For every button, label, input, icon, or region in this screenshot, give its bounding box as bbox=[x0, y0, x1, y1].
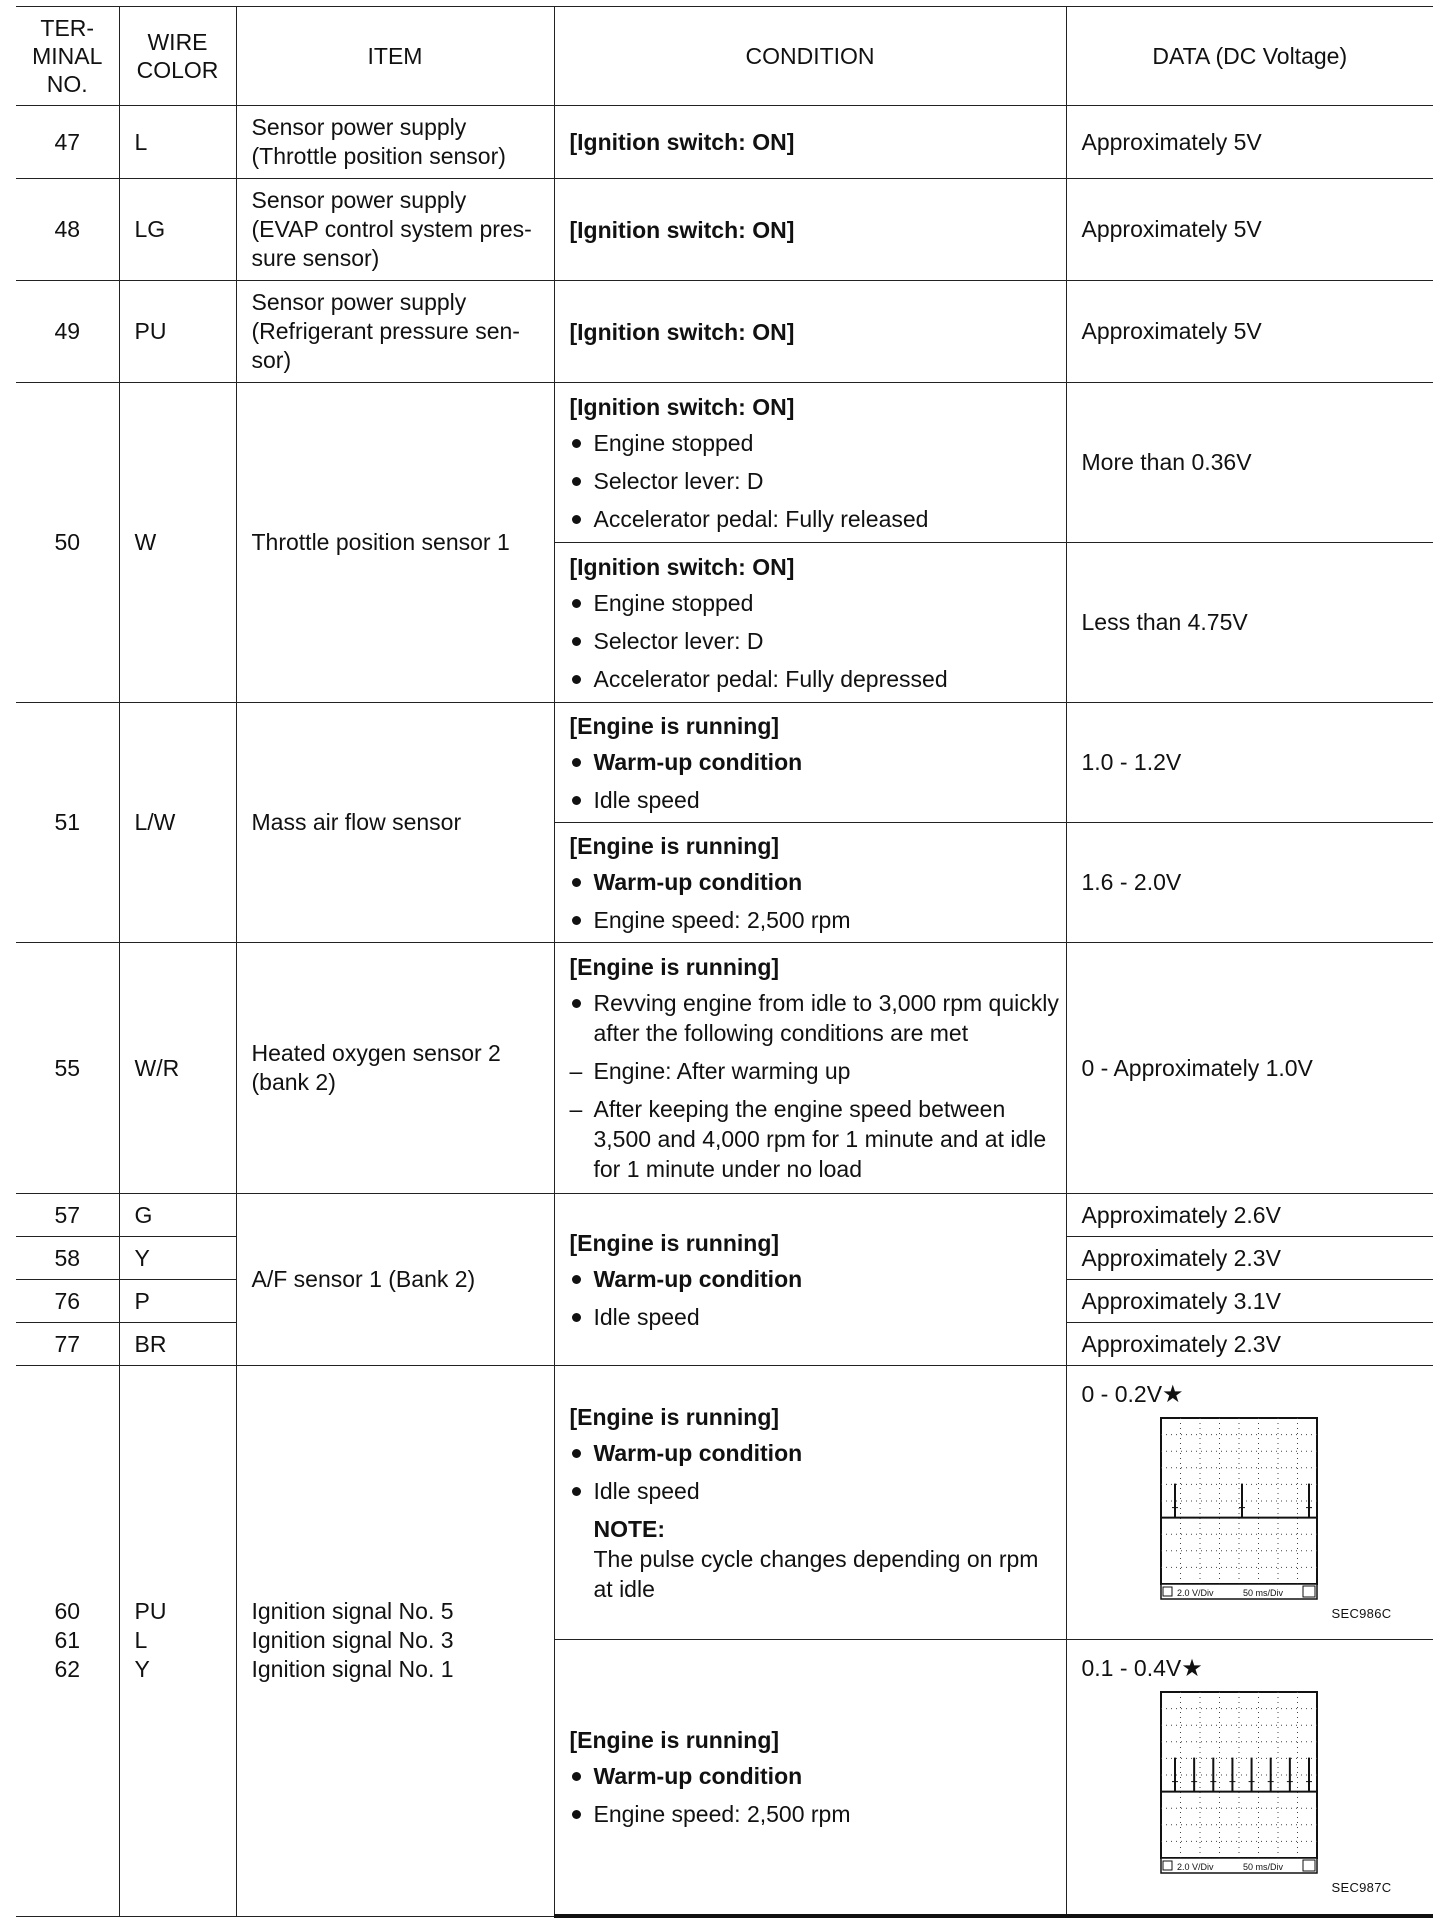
wire-line: Y bbox=[134, 1656, 150, 1683]
condition-header: [Ignition switch: ON] bbox=[569, 393, 795, 420]
ecm-terminal-table bbox=[16, 6, 1433, 1918]
table-row bbox=[16, 179, 1433, 281]
scope-tdiv-label: 50 ms/Div bbox=[1242, 1588, 1283, 1598]
header-terminal-line: NO. bbox=[46, 71, 88, 97]
data-value bbox=[1082, 1654, 1203, 1683]
header-wire-line: COLOR bbox=[136, 57, 219, 83]
condition-cell bbox=[554, 1194, 1066, 1366]
terminal-line: 62 bbox=[54, 1656, 81, 1683]
wire-color: W/R bbox=[119, 943, 236, 1194]
data-value: Less than 4.75V bbox=[1066, 543, 1433, 703]
scope-vdiv-label: 2.0 V/Div bbox=[1176, 1862, 1214, 1872]
item-cell bbox=[236, 281, 554, 383]
item-line: Ignition signal No. 3 bbox=[251, 1627, 454, 1654]
condition-header: [Engine is running] bbox=[569, 832, 780, 859]
list-item: Warm-up condition bbox=[570, 1264, 1060, 1294]
condition-list bbox=[570, 588, 1060, 694]
item-line: (bank 2) bbox=[251, 1069, 336, 1095]
list-item: Engine stopped bbox=[570, 428, 1060, 458]
terminal-number: 58 bbox=[16, 1237, 119, 1280]
item-line: Sensor power supply bbox=[251, 289, 467, 315]
terminal-number: 77 bbox=[16, 1323, 119, 1366]
wire-color: L/W bbox=[119, 703, 236, 943]
data-value: Approximately 5V bbox=[1066, 281, 1433, 383]
condition-cell bbox=[554, 1640, 1066, 1917]
item-line: Ignition signal No. 1 bbox=[251, 1656, 454, 1683]
wire-color: Y bbox=[119, 1237, 236, 1280]
item-line: Sensor power supply bbox=[251, 187, 467, 213]
scope-frame bbox=[1161, 1692, 1317, 1858]
list-item: Warm-up condition bbox=[570, 747, 1060, 777]
table-row bbox=[16, 943, 1433, 1194]
scope-marker-icon bbox=[1163, 1861, 1172, 1870]
table-row bbox=[16, 1366, 1433, 1640]
item-cell bbox=[236, 1366, 554, 1917]
item-cell: Mass air flow sensor bbox=[236, 703, 554, 943]
header-data: DATA (DC Voltage) bbox=[1066, 7, 1433, 106]
condition-list bbox=[570, 1438, 1060, 1604]
scope-tdiv-label: 50 ms/Div bbox=[1242, 1862, 1283, 1872]
list-item: Engine speed: 2,500 rpm bbox=[570, 905, 1060, 935]
waveform-cell bbox=[1066, 1640, 1433, 1917]
table-row bbox=[16, 383, 1433, 543]
table-row bbox=[16, 281, 1433, 383]
condition-header: [Engine is running] bbox=[569, 1229, 780, 1256]
list-item: Idle speed bbox=[570, 1476, 1060, 1506]
terminal-number: 49 bbox=[16, 281, 119, 383]
header-item: ITEM bbox=[236, 7, 554, 106]
item-cell: A/F sensor 1 (Bank 2) bbox=[236, 1194, 554, 1366]
waveform-wrap bbox=[1067, 1366, 1434, 1639]
condition-header: [Ignition switch: ON] bbox=[569, 553, 795, 580]
terminal-line: 61 bbox=[54, 1627, 81, 1654]
list-item: Engine stopped bbox=[570, 588, 1060, 618]
item-line: Sensor power supply bbox=[251, 114, 467, 140]
waveform-wrap bbox=[1067, 1640, 1434, 1914]
list-item: Warm-up condition bbox=[570, 867, 1060, 897]
oscilloscope-waveform bbox=[1159, 1416, 1319, 1601]
wire-color: P bbox=[119, 1280, 236, 1323]
condition-cell bbox=[554, 383, 1066, 543]
terminal-number bbox=[16, 1366, 119, 1917]
header-wire-color bbox=[119, 7, 236, 106]
data-value: 0 - Approximately 1.0V bbox=[1066, 943, 1433, 1194]
wire-color: LG bbox=[119, 179, 236, 281]
condition-cell bbox=[554, 1366, 1066, 1640]
note-label: NOTE: bbox=[593, 1515, 666, 1542]
header-wire-line: WIRE bbox=[147, 29, 208, 55]
condition-list bbox=[570, 428, 1060, 534]
condition-cell: [Ignition switch: ON] bbox=[554, 106, 1066, 179]
terminal-number: 57 bbox=[16, 1194, 119, 1237]
wire-color: G bbox=[119, 1194, 236, 1237]
data-value: Approximately 5V bbox=[1066, 179, 1433, 281]
item-cell bbox=[236, 943, 554, 1194]
header-terminal bbox=[16, 7, 119, 106]
scope-end-box bbox=[1303, 1586, 1315, 1597]
list-item: Warm-up condition bbox=[570, 1438, 1060, 1468]
item-line: Ignition signal No. 5 bbox=[251, 1598, 454, 1625]
data-value: More than 0.36V bbox=[1066, 383, 1433, 543]
item-cell: Throttle position sensor 1 bbox=[236, 383, 554, 703]
data-value: Approximately 2.3V bbox=[1066, 1323, 1433, 1366]
terminal-number: 55 bbox=[16, 943, 119, 1194]
oscilloscope-waveform bbox=[1159, 1690, 1319, 1875]
list-item: Idle speed bbox=[570, 1302, 1060, 1332]
data-value: Approximately 5V bbox=[1066, 106, 1433, 179]
note-text: The pulse cycle changes depending on rpm at idle bbox=[593, 1545, 1039, 1602]
star-icon: ★ bbox=[1181, 1655, 1203, 1682]
list-item: Selector lever: D bbox=[570, 626, 1060, 656]
data-value: Approximately 2.6V bbox=[1066, 1194, 1433, 1237]
list-item: Engine speed: 2,500 rpm bbox=[570, 1799, 1060, 1829]
wire-line: L bbox=[134, 1627, 148, 1654]
list-item: – Engine: After warming up bbox=[570, 1056, 1060, 1086]
list-item: Warm-up condition bbox=[570, 1761, 1060, 1791]
figure-id: SEC987C bbox=[1331, 1880, 1392, 1895]
condition-header: [Engine is running] bbox=[569, 1403, 780, 1430]
wire-color: W bbox=[119, 383, 236, 703]
wire-line: PU bbox=[134, 1598, 167, 1625]
item-line: Heated oxygen sensor 2 bbox=[251, 1040, 501, 1066]
list-item: Revving engine from idle to 3,000 rpm quickly after the following conditions are met bbox=[570, 988, 1060, 1048]
condition-header: [Engine is running] bbox=[569, 1727, 780, 1753]
data-value: 1.6 - 2.0V bbox=[1066, 823, 1433, 943]
condition-list bbox=[570, 1761, 1060, 1829]
item-line: sor) bbox=[251, 347, 292, 373]
star-icon: ★ bbox=[1162, 1381, 1184, 1408]
condition-cell bbox=[554, 823, 1066, 943]
wire-color: PU bbox=[119, 281, 236, 383]
scope-end-box bbox=[1303, 1860, 1315, 1871]
table-header-row bbox=[16, 7, 1433, 106]
condition-cell: [Ignition switch: ON] bbox=[554, 179, 1066, 281]
table-row bbox=[16, 703, 1433, 823]
item-cell bbox=[236, 179, 554, 281]
condition-list bbox=[570, 988, 1060, 1184]
terminal-number: 47 bbox=[16, 106, 119, 179]
data-value: Approximately 2.3V bbox=[1066, 1237, 1433, 1280]
terminal-line: 60 bbox=[54, 1598, 81, 1625]
list-item: Accelerator pedal: Fully released bbox=[570, 504, 1060, 534]
wire-color: L bbox=[119, 106, 236, 179]
list-item: – After keeping the engine speed between 3,500 and 4,000 rpm for 1 minute and at idle for 1 minute under no load bbox=[570, 1094, 1060, 1184]
item-line: sure sensor) bbox=[251, 245, 380, 271]
condition-list bbox=[570, 1264, 1060, 1332]
figure-id: SEC986C bbox=[1331, 1606, 1392, 1621]
item-line: (EVAP control system pres- bbox=[251, 216, 532, 242]
wire-color bbox=[119, 1366, 236, 1917]
condition-cell bbox=[554, 703, 1066, 823]
terminal-number: 50 bbox=[16, 383, 119, 703]
item-line: (Throttle position sensor) bbox=[251, 143, 506, 169]
list-item: Selector lever: D bbox=[570, 466, 1060, 496]
wire-color: BR bbox=[119, 1323, 236, 1366]
data-value-text: 0 - 0.2V bbox=[1081, 1381, 1163, 1407]
list-item: Accelerator pedal: Fully depressed bbox=[570, 664, 1060, 694]
terminal-number: 51 bbox=[16, 703, 119, 943]
terminal-number: 48 bbox=[16, 179, 119, 281]
note bbox=[570, 1514, 1060, 1604]
condition-header: [Engine is running] bbox=[569, 712, 780, 739]
item-line: (Refrigerant pressure sen- bbox=[251, 318, 520, 344]
data-value: Approximately 3.1V bbox=[1066, 1280, 1433, 1323]
header-terminal-line: TER- bbox=[40, 15, 95, 41]
scope-marker-icon bbox=[1163, 1587, 1172, 1596]
table-row bbox=[16, 1194, 1433, 1237]
condition-cell bbox=[554, 943, 1066, 1194]
header-condition: CONDITION bbox=[554, 7, 1066, 106]
terminal-number: 76 bbox=[16, 1280, 119, 1323]
scope-frame bbox=[1161, 1418, 1317, 1584]
condition-list bbox=[570, 867, 1060, 935]
data-value bbox=[1082, 1380, 1184, 1409]
condition-cell: [Ignition switch: ON] bbox=[554, 281, 1066, 383]
list-item: Idle speed bbox=[570, 785, 1060, 815]
table-row bbox=[16, 106, 1433, 179]
header-terminal-line: MINAL bbox=[32, 43, 103, 69]
condition-cell bbox=[554, 543, 1066, 703]
data-value: 1.0 - 1.2V bbox=[1066, 703, 1433, 823]
waveform-cell bbox=[1066, 1366, 1433, 1640]
condition-list bbox=[570, 747, 1060, 815]
scope-vdiv-label: 2.0 V/Div bbox=[1176, 1588, 1214, 1598]
data-value-text: 0.1 - 0.4V bbox=[1081, 1655, 1182, 1681]
condition-header: [Engine is running] bbox=[569, 954, 780, 980]
item-cell bbox=[236, 106, 554, 179]
